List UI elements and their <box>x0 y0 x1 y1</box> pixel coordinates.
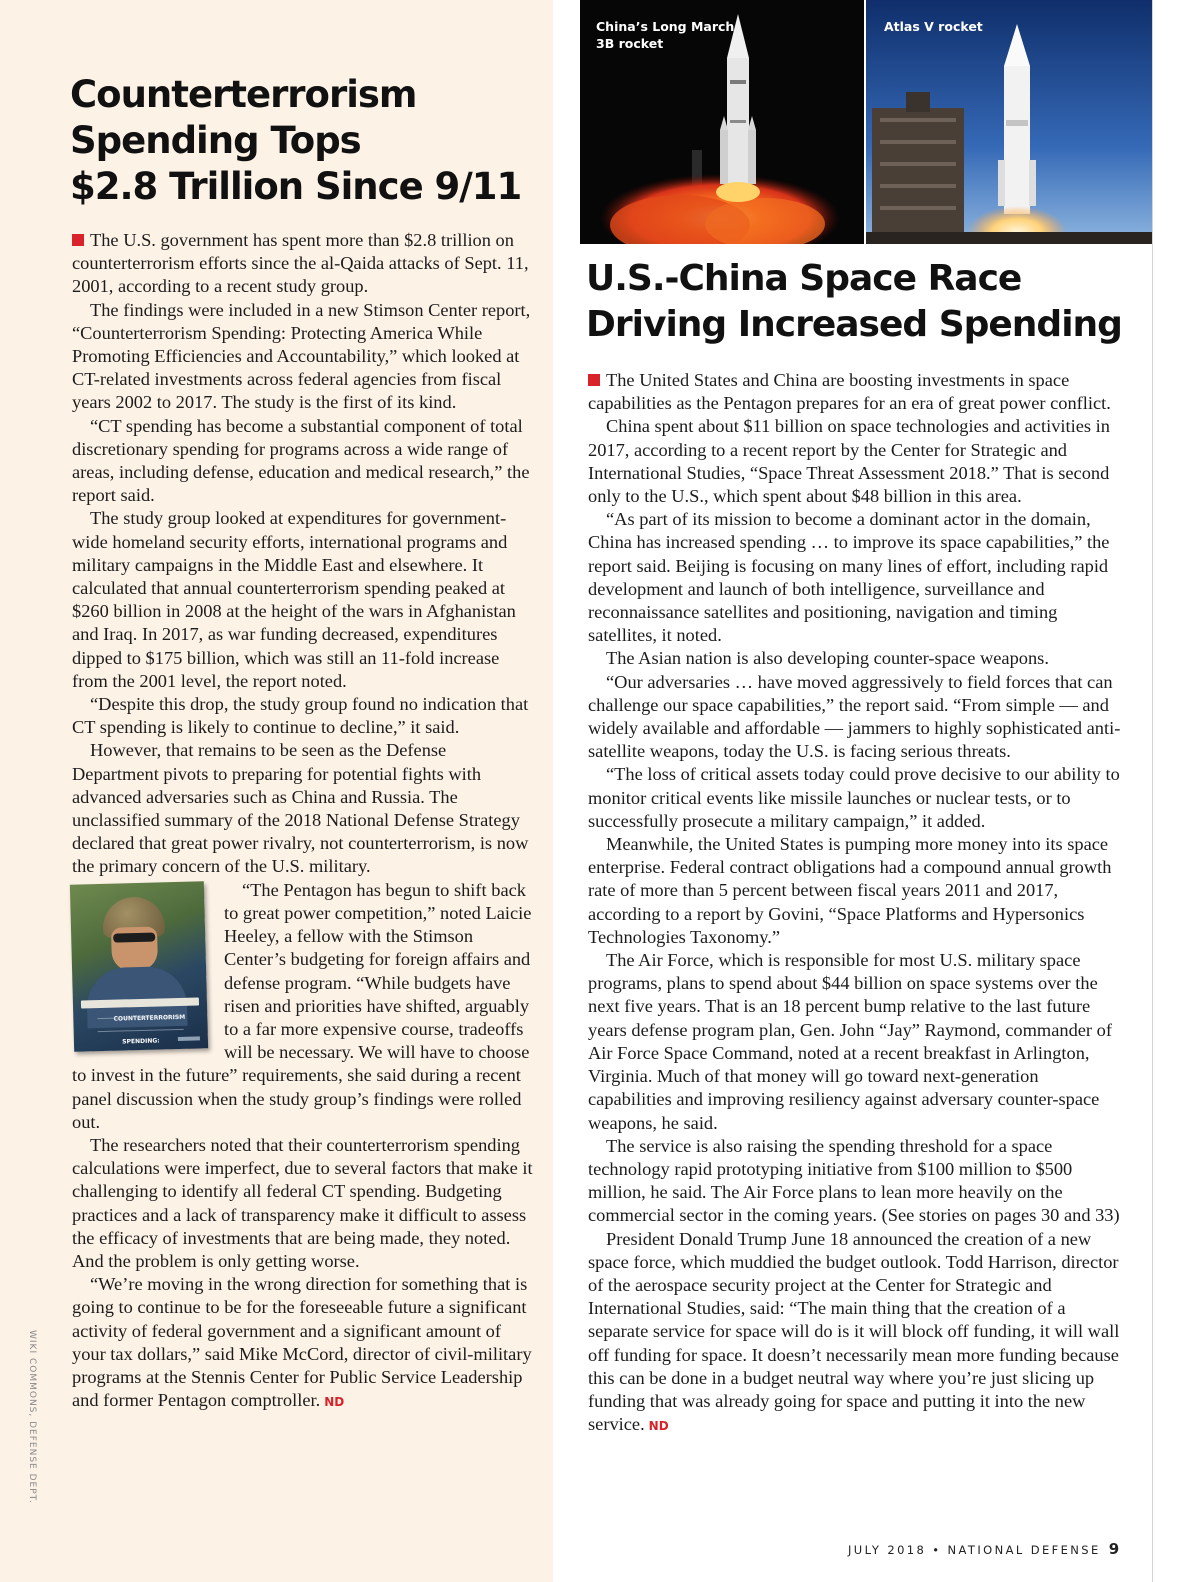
article-paragraph: The U.S. government has spent more than $2.8 trillion on counterterrorism efforts since the al-Qaida attacks of Sept. 11, 2001, according to a recent study group. <box>72 230 529 297</box>
article-paragraph: The service is also raising the spending threshold for a space technology rapid prototyping initiative from $100 million to $500 million, he said. The Air Force plans to lean more heavily on the commercial sector in the coming years. (See stories on pages 30 and 33) <box>588 1135 1120 1226</box>
section-bullet-icon <box>588 374 600 386</box>
end-mark: ND <box>324 1395 345 1410</box>
article-paragraph: “Despite this drop, the study group found no indication that CT spending is likely to continue to decline,” it said. <box>72 694 529 738</box>
article-paragraph: The researchers noted that their counterterrorism spending calculations were imperfect, due to several factors that make it challenging to identify all federal CT spending. Budgeting practices and a lack of transparency make it difficult to assess the efficacy of investments that are being made, they noted. And the problem is only getting worse. <box>72 1134 533 1271</box>
cover-subtitle-lines <box>97 1016 183 1032</box>
headline-line: Spending Tops <box>70 119 361 162</box>
right-article-body <box>588 369 1126 1438</box>
article-paragraph: “The loss of critical assets today could prove decisive to our ability to monitor critical events like missile launches or nuclear tests, or to successfully prosecute a military campaign,” it added. <box>588 764 1120 831</box>
article-paragraph: China spent about $11 billion on space technologies and activities in 2017, according to a recent report by the Center for Strategic and International Studies, “Space Threat Assessment 2018.” That is second only to the U.S., which spent about $48 billion in this area. <box>588 416 1110 507</box>
report-cover-image <box>70 881 208 1051</box>
cover-title: COUNTERTERRORISM SPENDING: <box>113 1013 186 1046</box>
article-paragraph: However, that remains to be seen as the Defense Department pivots to preparing for potential fights with advanced adversaries such as China and Russia. The unclassified summary of the 2018 National Defense Strategy declared that great power rivalry, not counterterrorism, is now the primary concern of the U.S. military. <box>72 740 529 877</box>
page-footer <box>848 1540 1119 1558</box>
headline-line: $2.8 Trillion Since 9/11 <box>70 165 522 208</box>
end-mark: ND <box>648 1419 669 1434</box>
headline-line: Counterterrorism <box>70 73 417 116</box>
soldier-goggles <box>113 932 155 942</box>
article-paragraph: President Donald Trump June 18 announced the creation of a new space force, which muddied the budget outlook. Todd Harrison, director of the aerospace security project at the Center for Strategic and International Studies, said: “The main thing that the creation of a separate service for space will do is it will block off funding, it will wall off funding for space. It doesn’t necessarily mean more funding because this can be done in a budget neutral way where you’re just slicing up funding that was already going for space and putting it into the new service. ND <box>588 1228 1120 1435</box>
left-article-body <box>72 229 534 1414</box>
page-edge-divider <box>1152 0 1153 1582</box>
article-paragraph: The Air Force, which is responsible for most U.S. military space programs, plans to spend about $44 billion on space systems over the next five years. That is an 18 percent bump relative to the last future years defense program plan, Gen. John “Jay” Raymond, commander of Air Force Space Command, noted at a recent breakfast in Arlington, Virginia. Much of that money will go toward next-generation capabilities and improving resiliency against adversary counter-space weapons, he said. <box>588 950 1112 1133</box>
footer-issue: JULY 2018 • NATIONAL DEFENSE <box>848 1543 1101 1557</box>
page-number: 9 <box>1108 1540 1120 1558</box>
article-paragraph: COUNTERTERRORISM SPENDING: “The Pentagon has begun to shift back to great power competition,” noted Laicie Heeley, a fellow with the Stimson Center’s budgeting for foreign affairs and defense program. “While budgets have risen and priorities have shifted, arguably to a far more expensive course, tradeoffs will be necessary. We will have to choose to invest in the future” requirements, she said during a recent panel discussion when the study group’s findings were rolled out. <box>72 879 534 1134</box>
article-paragraph: “We’re moving in the wrong direction for something that is going to continue to be for the foreseeable future a significant activity of federal government and a significant amount of your tax dollars,” said Mike McCord, director of civil-military programs at the Stennis Center for Public Service Leadership and former Pentagon comptroller. ND <box>72 1274 532 1411</box>
article-paragraph: The United States and China are boosting investments in space capabilities as the Pentagon prepares for an era of great power conflict. <box>588 370 1111 414</box>
article-paragraph: The findings were included in a new Stimson Center report, “Counterterrorism Spending: Protecting America While Promoting Efficiencies and Accountability,” which looked at CT-related investments across federal agencies from fiscal years 2002 to 2017. The study is the first of its kind. <box>72 299 531 413</box>
long-march-rocket-photo <box>580 0 864 244</box>
article-paragraph: “As part of its mission to become a dominant actor in the domain, China has increased spending … to improve its space capabilities,” the report said. Beijing is focusing on many lines of effort, including rapid development and launch of both intelligence, surveillance and reconnaissance satellites and positioning, navigation and timing satellites, it noted. <box>588 509 1110 646</box>
article-paragraph: The study group looked at expenditures for government-wide homeland security efforts, international programs and military campaigns in the Middle East and elsewhere. It calculated that annual counterterrorism spending peaked at $260 billion in 2008 at the height of the wars in Afghanistan and Iraq. In 2017, as war funding decreased, expenditures dipped to $175 billion, which was still an 11-fold increase from the 2001 level, the report noted. <box>72 508 516 691</box>
right-article-headline <box>586 256 1176 348</box>
cover-publisher-mark <box>178 1036 200 1041</box>
headline-line: U.S.-China Space Race <box>586 258 1022 299</box>
article-paragraph: The Asian nation is also developing counter-space weapons. <box>606 648 1049 669</box>
atlas-v-photo-caption: Atlas V rocket <box>884 19 983 34</box>
atlas-v-rocket-illustration <box>866 0 1153 244</box>
article-paragraph: “Our adversaries … have moved aggressively to field forces that can challenge our space capabilities,” the report said. “From simple — and widely available and affordable — jammers to highly sophisticated anti-satellite weapons, today the U.S. is facing serious threats. <box>588 671 1121 762</box>
photo-credit <box>25 1330 41 1504</box>
article-paragraph: “CT spending has become a substantial component of total discretionary spending for programs across a wide range of areas, including defense, education and medical research,” the report said. <box>72 415 530 506</box>
long-march-photo-caption: China’s Long March 3B rocket <box>596 19 735 51</box>
headline-line: Driving Increased Spending <box>586 304 1122 345</box>
photo-credit-text: WIKI COMMONS, DEFENSE DEPT. <box>27 1330 37 1504</box>
atlas-v-rocket-photo <box>866 0 1153 244</box>
left-article-headline <box>70 72 540 210</box>
section-bullet-icon <box>72 234 84 246</box>
article-paragraph: Meanwhile, the United States is pumping more money into its space enterprise. Federal contract obligations had a compound annual growth rate of more than 5 percent between fiscal years 2011 and 2017, according to a report by Govini, “Space Platforms and Hypersonics Technologies Taxonomy.” <box>588 834 1112 947</box>
